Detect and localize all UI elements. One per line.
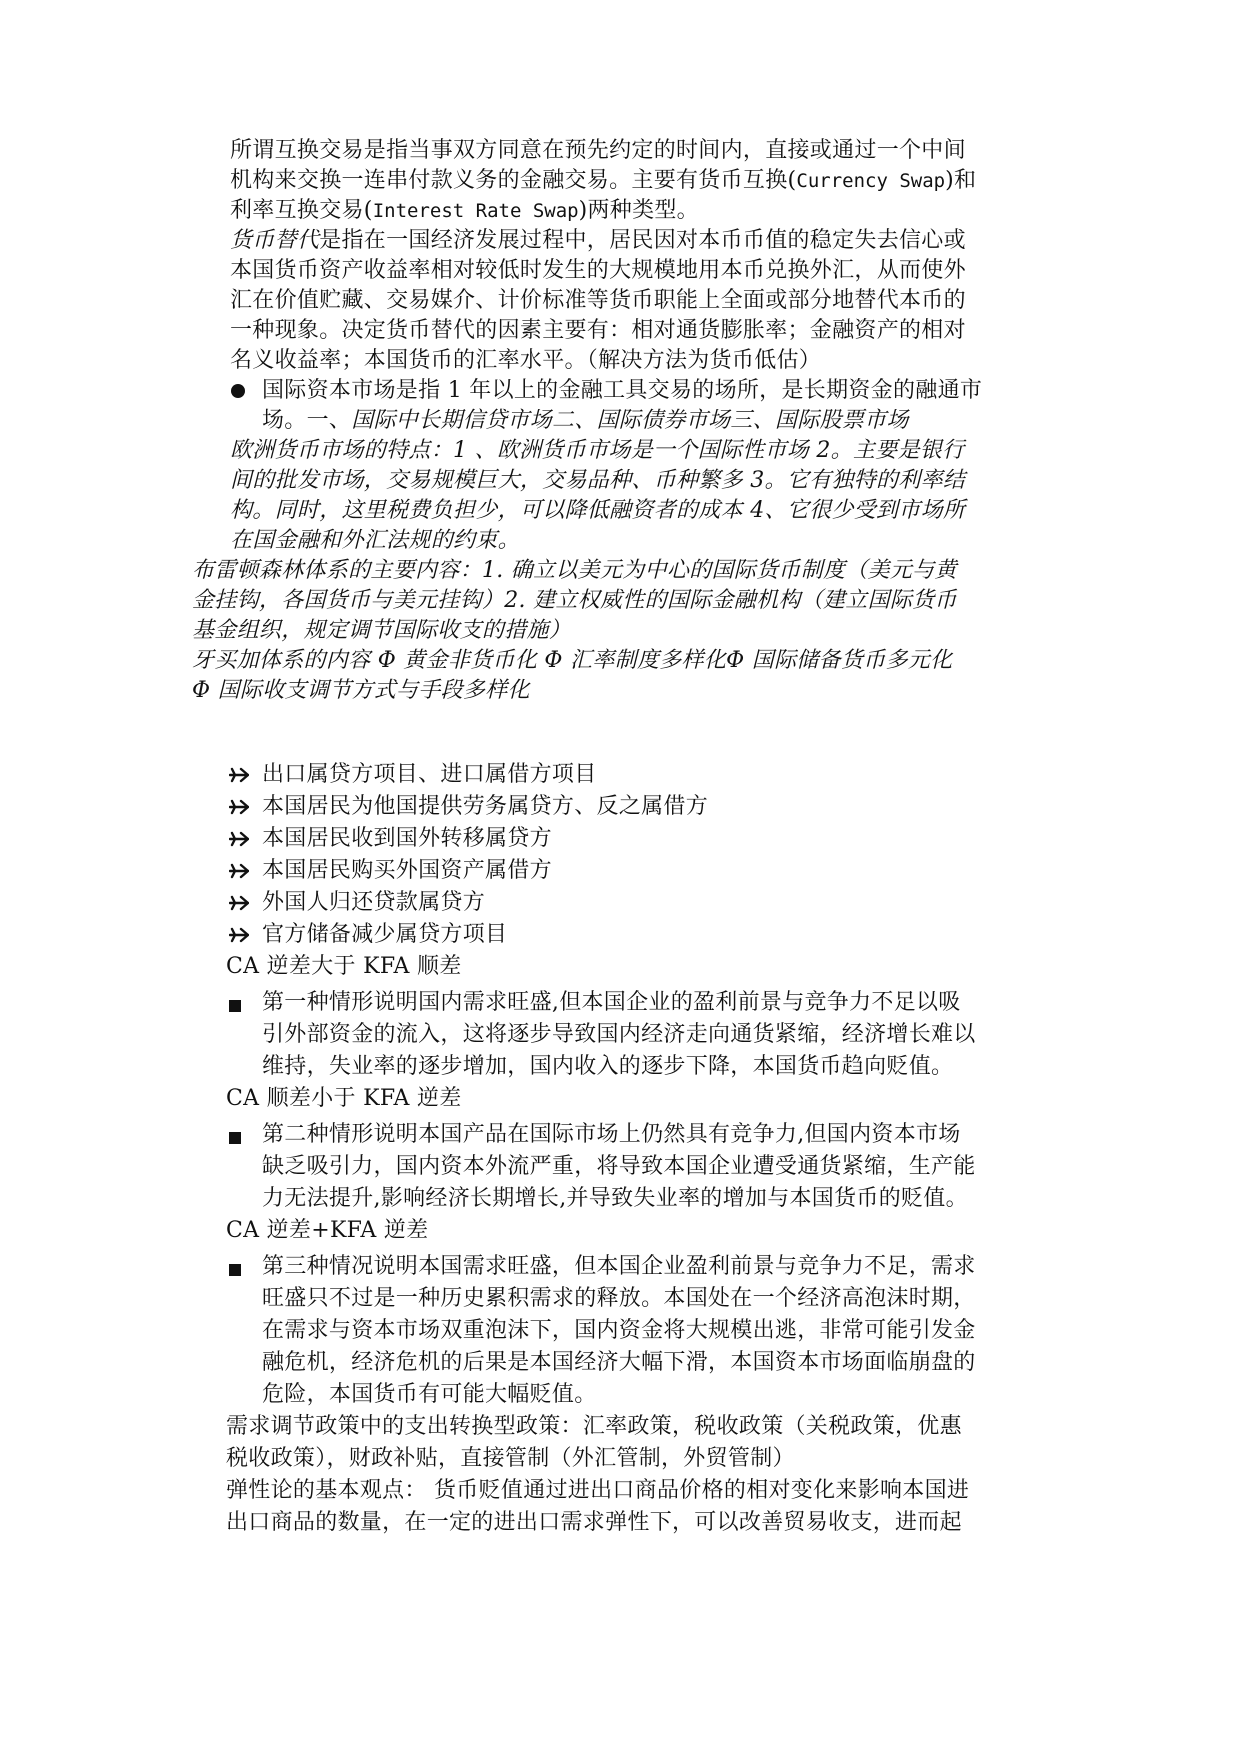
text-span: Interest Rate Swap — [372, 200, 579, 222]
text-line: 在国金融和外汇法规的约束。 — [230, 528, 520, 553]
plane-arrow-icon — [229, 893, 249, 913]
text-span: 机构来交换一连串付款义务的金融交易。主要有货币互换( — [230, 168, 797, 193]
text-line: 危险，本国货币有可能大幅贬值。 — [262, 1382, 597, 1407]
text-line: 第二种情形说明本国产品在国际市场上仍然具有竞争力,但国内资本市场 — [262, 1122, 961, 1147]
text-span: Currency Swap — [796, 170, 946, 192]
text-line: 本国居民为他国提供劳务属贷方、反之属借方 — [262, 794, 709, 819]
plane-arrow-icon — [229, 797, 249, 817]
text-line — [262, 406, 909, 436]
text-line: 在需求与资本市场双重泡沫下，国内资金将大规模出逃，非常可能引发金 — [262, 1318, 976, 1343]
text-span: )两种类型。 — [578, 198, 699, 223]
text-span: )和 — [945, 168, 977, 193]
text-line: 金挂钩，各国货币与美元挂钩）2. 建立权威性的国际金融机构（建立国际货币 — [192, 588, 957, 613]
text-line: 欧洲货币市场的特点：1 、欧洲货币市场是一个国际性市场 2。主要是银行 — [230, 438, 965, 463]
case-heading: CA 顺差小于 KFA 逆差 — [226, 1086, 462, 1111]
text-line: 布雷顿森林体系的主要内容：1. 确立以美元为中心的国际货币制度（美元与黄 — [192, 558, 957, 583]
bullet-square-icon — [229, 1264, 241, 1276]
text-line: 第三种情况说明本国需求旺盛，但本国企业盈利前景与竞争力不足，需求 — [262, 1254, 976, 1279]
text-line: 弹性论的基本观点： 货币贬值通过进出口商品价格的相对变化来影响本国进 — [226, 1478, 970, 1503]
text-line — [230, 226, 966, 256]
bullet-square-icon — [229, 1132, 241, 1144]
text-line — [230, 166, 976, 196]
text-line: 牙买加体系的内容 Φ 黄金非货币化 Φ 汇率制度多样化Φ 国际储备货币多元化 — [192, 648, 953, 673]
text-line: 融危机，经济危机的后果是本国经济大幅下滑，本国资本市场面临崩盘的 — [262, 1350, 976, 1375]
text-line: 本国居民购买外国资产属借方 — [262, 858, 552, 883]
case-heading: CA 逆差大于 KFA 顺差 — [226, 954, 462, 979]
term-italic: 货币替代 — [230, 228, 320, 253]
text-line: 外国人归还贷款属贷方 — [262, 890, 486, 915]
text-line: 汇在价值贮藏、交易媒介、计价标准等货币职能上全面或部分地替代本币的 — [230, 288, 966, 313]
text-line: 缺乏吸引力，国内资本外流严重，将导致本国企业遭受通货紧缩，生产能 — [262, 1154, 976, 1179]
text-line: 税收政策），财政补贴，直接管制（外汇管制，外贸管制） — [226, 1446, 795, 1471]
text-line: 官方储备减少属贷方项目 — [262, 922, 508, 947]
case-heading: CA 逆差+KFA 逆差 — [226, 1218, 429, 1243]
text-line: 出口商品的数量，在一定的进出口需求弹性下，可以改善贸易收支，进而起 — [226, 1510, 962, 1535]
text-span: 场。一、 — [262, 408, 352, 433]
plane-arrow-icon — [229, 765, 249, 785]
text-line: 一种现象。决定货币替代的因素主要有：相对通货膨胀率；金融资产的相对 — [230, 318, 966, 343]
text-span-italic: 国际中长期信贷市场二、国际债券市场三、国际股票市场 — [351, 408, 909, 433]
text-line: 力无法提升,影响经济长期增长,并导致失业率的增加与本国货币的贬值。 — [262, 1186, 968, 1211]
text-line: 引外部资金的流入，这将逐步导致国内经济走向通货紧缩，经济增长难以 — [262, 1022, 976, 1047]
text-line: 需求调节政策中的支出转换型政策：汇率政策，税收政策（关税政策，优惠 — [226, 1414, 962, 1439]
text-span: 是指在一国经济发展过程中，居民因对本币币值的稳定失去信心或 — [319, 228, 966, 253]
text-line: 名义收益率；本国货币的汇率水平。（解决方法为货币低估） — [230, 348, 822, 373]
text-line: 维持，失业率的逐步增加，国内收入的逐步下降，本国货币趋向贬值。 — [262, 1054, 954, 1079]
text-line: 基金组织，规定调节国际收支的措施） — [192, 618, 572, 643]
text-line: 所谓互换交易是指当事双方同意在预先约定的时间内，直接或通过一个中间 — [230, 138, 966, 163]
text-line: 本国居民收到国外转移属贷方 — [262, 826, 552, 851]
text-line: 本国货币资产收益率相对较低时发生的大规模地用本币兑换外汇，从而使外 — [230, 258, 966, 283]
text-line: 构。同时，这里税费负担少，可以降低融资者的成本 4、它很少受到市场所 — [230, 498, 966, 523]
text-span: 利率互换交易( — [230, 198, 373, 223]
bullet-square-icon — [229, 1000, 241, 1012]
text-line: 国际资本市场是指 1 年以上的金融工具交易的场所，是长期资金的融通市 — [262, 378, 983, 403]
text-line: 出口属贷方项目、进口属借方项目 — [262, 762, 597, 787]
plane-arrow-icon — [229, 829, 249, 849]
bullet-dot-icon — [231, 384, 245, 398]
plane-arrow-icon — [229, 861, 249, 881]
text-line: 间的批发市场，交易规模巨大，交易品种、币种繁多 3。它有独特的利率结 — [230, 468, 966, 493]
text-line: Φ 国际收支调节方式与手段多样化 — [192, 678, 530, 703]
text-line: 旺盛只不过是一种历史累积需求的释放。本国处在一个经济高泡沫时期， — [262, 1286, 976, 1311]
text-line: 第一种情形说明国内需求旺盛,但本国企业的盈利前景与竞争力不足以吸 — [262, 990, 961, 1015]
text-line — [230, 196, 699, 226]
plane-arrow-icon — [229, 925, 249, 945]
